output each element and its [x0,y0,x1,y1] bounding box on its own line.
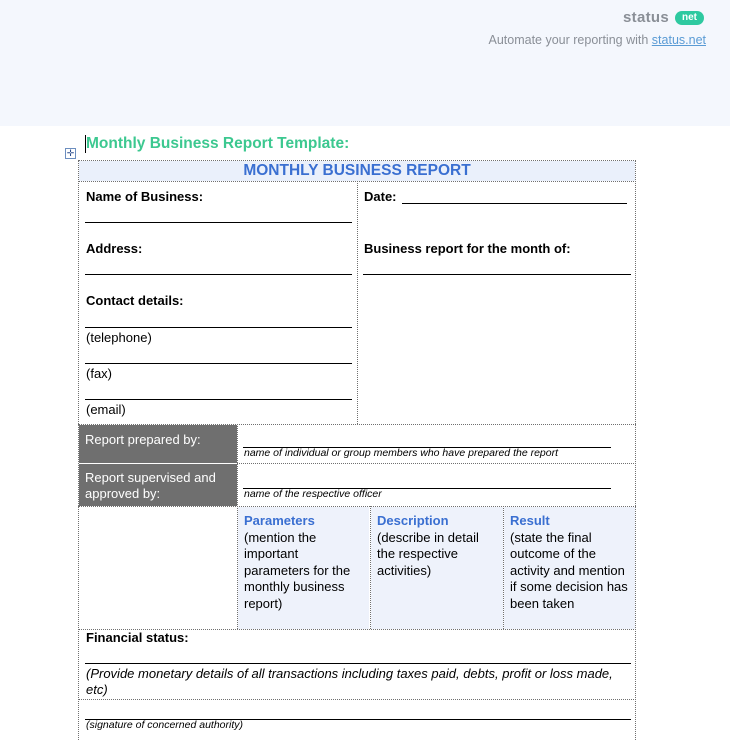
address-field[interactable] [85,274,352,275]
prepared-by-note: name of individual or group members who have prepared the report [244,447,559,459]
result-cell [504,507,635,629]
tagline-text: Automate your reporting with [488,33,649,47]
table-divider [370,506,371,629]
name-of-business-label: Name of Business: [86,189,204,204]
description-text: (describe in detail the respective activities) [377,529,479,578]
table-divider [357,181,358,424]
fax-label: (fax) [86,366,112,381]
report-header: MONTHLY BUSINESS REPORT [79,161,635,181]
result-heading: Result [510,513,550,528]
supervised-by-cell [79,464,237,506]
date-label: Date: [364,189,397,204]
telephone-field[interactable] [85,363,352,364]
table-divider [237,506,238,629]
telephone-label: (telephone) [86,330,152,345]
signature-note: (signature of concerned authority) [86,719,244,731]
address-label: Address: [86,241,143,256]
parameters-cell [238,507,369,629]
parameters-heading: Parameters [244,513,315,528]
parameters-text: (mention the important parameters for the monthly business report) [244,529,351,611]
email-label: (email) [86,402,126,417]
table-divider [237,463,636,464]
document-title: Monthly Business Report Template: [86,135,350,152]
month-label: Business report for the month of: [364,241,571,256]
supervised-by-note: name of the respective officer [244,488,382,500]
financial-status-label: Financial status: [86,630,189,645]
description-cell [371,507,503,629]
supervised-by-label: Report supervised and approved by: [85,470,216,501]
brand-logo[interactable] [623,9,704,26]
brand-badge: net [675,11,704,25]
result-text: (state the final outcome of the activity and mention if some decision has been taken [510,529,628,611]
prepared-by-cell [79,425,237,463]
date-field[interactable] [402,203,627,204]
contact-field-line[interactable] [85,327,352,328]
financial-status-field[interactable] [85,663,631,664]
table-divider [78,699,636,700]
brand-name: status [623,9,669,26]
fax-field[interactable] [85,399,352,400]
prepared-by-label: Report prepared by: [85,432,201,447]
table-divider [237,424,238,507]
top-banner [0,0,730,126]
contact-details-label: Contact details: [86,293,184,308]
financial-status-note: (Provide monetary details of all transactions including taxes paid, debts, profit or loss made, etc) [86,666,613,697]
tagline [489,33,707,47]
table-divider [503,506,504,629]
month-field[interactable] [363,274,631,275]
status-net-link[interactable]: status.net [651,33,706,47]
description-heading: Description [377,513,449,528]
table-move-handle-icon[interactable]: ✛ [66,148,75,158]
name-of-business-field[interactable] [85,222,352,223]
